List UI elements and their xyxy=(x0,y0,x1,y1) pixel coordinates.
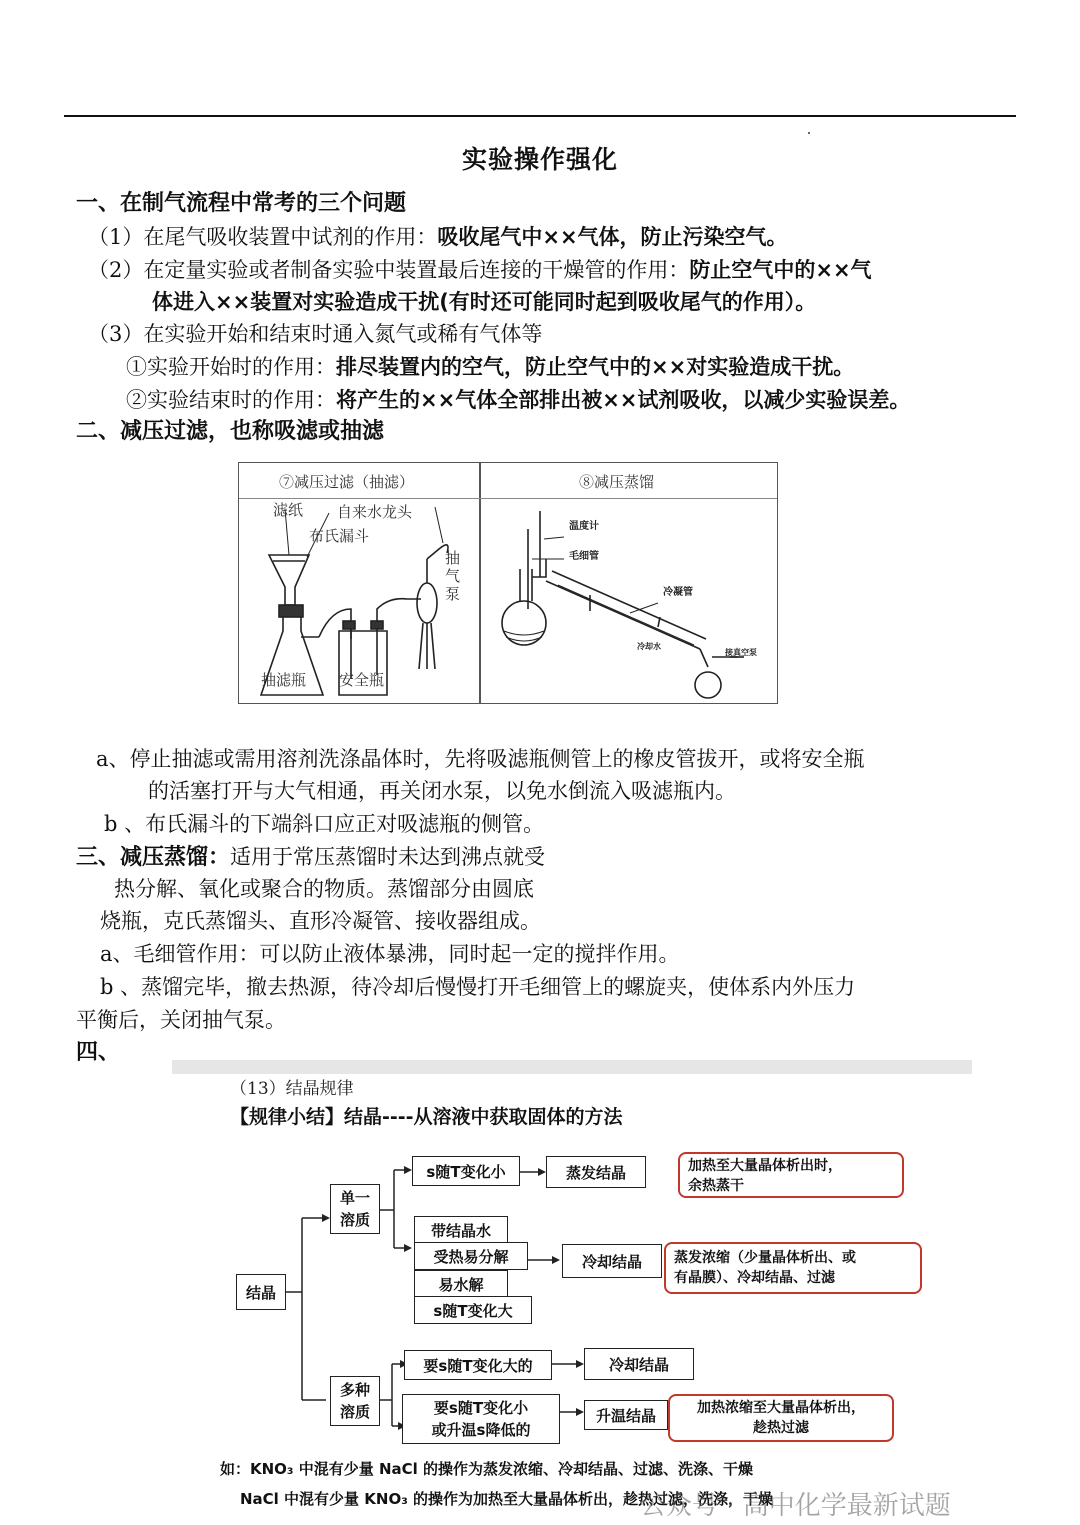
crys-summary: 【规律小结】结晶----从溶液中获取固体的方法 xyxy=(230,1106,623,1128)
example-2: NaCl 中混有少量 KNO₃ 的操作为加热至大量晶体析出，趁热过滤，洗涤，干燥 xyxy=(240,1490,773,1508)
q2 xyxy=(88,254,872,286)
note-evap-2: 余热蒸干 xyxy=(688,1178,744,1194)
section3-text2: 热分解、氧化或聚合的物质。蒸馏部分由圆底 xyxy=(114,877,534,901)
section3-text3: 烧瓶，克氏蒸馏头、直形冷凝管、接收器组成。 xyxy=(100,909,541,933)
speck xyxy=(808,132,810,134)
node-s-small: s随T变化小 xyxy=(412,1156,520,1186)
vacuum-distillation-diagram xyxy=(480,499,777,703)
note-3a: a、毛细管作用：可以防止液体暴沸，同时起一定的搅拌作用。 xyxy=(100,942,680,966)
note-evap-1: 加热至大量晶体析出时， xyxy=(688,1158,842,1174)
crystallization-figure xyxy=(172,1060,972,1525)
q3a xyxy=(126,351,854,383)
note-evap xyxy=(678,1152,904,1198)
page-title: 实验操作强化 xyxy=(461,145,618,174)
section3-line1 xyxy=(76,841,545,874)
note-2a-line1: a、停止抽滤或需用溶剂洗涤晶体时，先将吸滤瓶侧管上的橡皮管拔开，或将安全瓶 xyxy=(96,747,865,771)
label-thermometer: 温度计 xyxy=(569,521,599,532)
q1-answer: 吸收尾气中××气体，防止污染空气。 xyxy=(437,225,788,249)
note-cool-2: 有晶膜）、冷却结晶、过滤 xyxy=(674,1270,835,1286)
label-cooling-water: 冷却水 xyxy=(637,642,661,651)
label-filter-paper: 滤纸 xyxy=(273,501,304,519)
note-2b: b 、布氏漏斗的下端斜口应正对吸滤瓶的侧管。 xyxy=(104,812,545,836)
label-pump: 抽气泵 xyxy=(445,549,461,603)
node-decomp: 受热易分解 xyxy=(414,1242,528,1270)
example-1: 如：KNO₃ 中混有少量 NaCl 的操作为蒸发浓缩、冷却结晶、过滤、洗涤、干燥 xyxy=(220,1460,753,1478)
node-m-small xyxy=(402,1394,560,1444)
crys-sub: （13）结晶规律 xyxy=(230,1079,354,1099)
q2-answer-cont: 体进入××装置对实验造成干扰(有时还可能同时起到吸收尾气的作用）。 xyxy=(152,290,817,314)
label-condenser: 冷凝管 xyxy=(663,587,693,598)
node-heat: 升温结晶 xyxy=(584,1400,668,1430)
q2-answer: 防止空气中的××气 xyxy=(689,258,872,282)
note-2a-line2: 的活塞打开与大气相通，再关闭水泵，以免水倒流入吸滤瓶内。 xyxy=(148,779,736,803)
node-s-big: s随T变化大 xyxy=(414,1296,532,1324)
q3b-answer: 将产生的××气体全部排出被××试剂吸收，以减少实验误差。 xyxy=(336,388,911,412)
note-heat xyxy=(668,1394,894,1442)
top-rule xyxy=(64,115,1016,117)
q3b xyxy=(126,384,910,416)
note-3b-line2: 平衡后，关闭抽气泵。 xyxy=(76,1008,286,1032)
node-single: 单一溶质 xyxy=(330,1184,380,1234)
label-suction-flask: 抽滤瓶 xyxy=(261,671,307,689)
node-m-cool: 冷却结晶 xyxy=(584,1348,694,1380)
q3a-answer: 排尽装置内的空气，防止空气中的××对实验造成干扰。 xyxy=(336,355,855,379)
node-m-small-2: 或升温s降低的 xyxy=(431,1421,531,1439)
panel-left-title: ⑦减压过滤（抽滤） xyxy=(279,473,415,491)
node-m-big: 要s随T变化大的 xyxy=(404,1350,552,1380)
q1-lead: （1）在尾气吸收装置中试剂的作用： xyxy=(88,225,438,249)
node-evap: 蒸发结晶 xyxy=(546,1156,646,1188)
q3b-lead: ②实验结束时的作用： xyxy=(126,388,336,412)
section4-heading: 四、 xyxy=(76,1040,121,1065)
q1 xyxy=(88,221,788,253)
label-vacuum: 接真空泵 xyxy=(725,648,757,657)
panel-right-title: ⑧减压蒸馏 xyxy=(579,473,655,491)
label-tap: 自来水龙头 xyxy=(337,503,413,521)
q2-lead: （2）在定量实验或者制备实验中装置最后连接的干燥管的作用： xyxy=(88,258,690,282)
label-buchner-funnel: 布氏漏斗 xyxy=(309,527,370,545)
node-hydrolyze: 易水解 xyxy=(414,1270,508,1298)
q3a-lead: ①实验开始时的作用： xyxy=(126,355,336,379)
node-multi: 多种溶质 xyxy=(330,1376,380,1426)
note-3b-line1: b 、蒸馏完毕，撤去热源，待冷却后慢慢打开毛细管上的螺旋夹，使体系内外压力 xyxy=(100,975,856,999)
section2-heading: 二、减压过滤，也称吸滤或抽滤 xyxy=(76,419,385,444)
note-cool-1: 蒸发浓缩（少量晶体析出、或 xyxy=(674,1250,856,1266)
node-cool: 冷却结晶 xyxy=(562,1244,662,1278)
label-safety-bottle: 安全瓶 xyxy=(339,671,385,689)
note-heat-1: 加热浓缩至大量晶体析出， xyxy=(697,1400,865,1416)
section3-text1: 适用于常压蒸馏时未达到沸点就受 xyxy=(230,845,546,869)
label-capillary: 毛细管 xyxy=(569,551,599,562)
node-root: 结晶 xyxy=(236,1274,286,1310)
note-cool xyxy=(664,1242,922,1294)
section3-heading: 三、减压蒸馏： xyxy=(76,845,231,870)
note-heat-2: 趁热过滤 xyxy=(753,1420,809,1436)
node-m-small-1: 要s随T变化小 xyxy=(433,1399,529,1417)
q3: （3）在实验开始和结束时通入氮气或稀有气体等 xyxy=(88,322,543,346)
node-hydrate: 带结晶水 xyxy=(414,1216,508,1244)
watermark: 公众号 · 高中化学最新试题 xyxy=(640,1491,951,1521)
apparatus-figure xyxy=(238,462,778,704)
section1-heading: 一、在制气流程中常考的三个问题 xyxy=(76,191,407,216)
